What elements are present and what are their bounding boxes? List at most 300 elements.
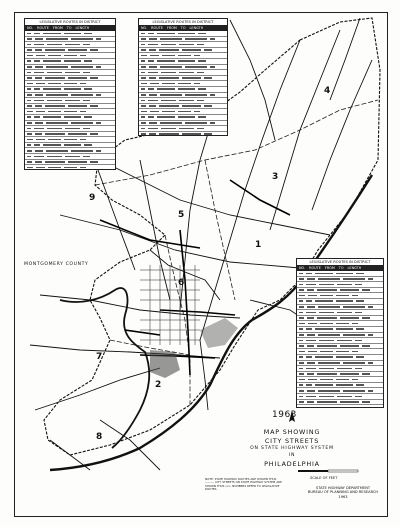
table-cell	[48, 139, 61, 141]
schuylkill-river	[60, 288, 149, 448]
table-cell	[307, 390, 315, 392]
marsh-area	[150, 350, 180, 378]
table-cell	[319, 368, 334, 370]
table-cell	[308, 407, 317, 408]
table-cell	[46, 66, 68, 68]
table-cell	[27, 83, 33, 85]
table-cell	[178, 88, 196, 90]
table-cell	[96, 150, 101, 152]
table-cell	[43, 88, 61, 90]
table-cell	[160, 66, 182, 68]
table-cell	[148, 72, 158, 74]
table-cell	[307, 401, 314, 403]
table-cell	[299, 289, 304, 291]
table-cell	[64, 144, 82, 146]
table-cell	[210, 94, 215, 96]
table-cell	[178, 60, 196, 62]
table-cell	[162, 111, 175, 113]
table-cell	[198, 116, 205, 118]
table-rows	[297, 271, 383, 408]
table-cell	[27, 122, 32, 124]
table-cell	[141, 128, 145, 130]
table-cell	[96, 66, 101, 68]
table-cell	[343, 278, 365, 280]
table-cell	[90, 77, 98, 79]
table-cell	[141, 100, 145, 102]
table-cell	[318, 390, 340, 392]
table-cell	[337, 312, 352, 314]
table-cell	[340, 345, 360, 347]
table-cell	[198, 88, 205, 90]
table-cell	[368, 306, 373, 308]
table-cell	[317, 345, 337, 347]
district-label: 3	[272, 172, 279, 182]
table-cell	[65, 44, 80, 46]
table-cell	[319, 340, 334, 342]
district-label: 4	[324, 86, 331, 96]
table-cell	[27, 88, 31, 90]
table-cell	[27, 44, 31, 46]
table-cell	[141, 77, 146, 79]
table-cell	[194, 111, 200, 113]
table-cell	[68, 77, 88, 79]
table-cell	[141, 72, 145, 74]
table-cell	[80, 83, 86, 85]
table-cell	[352, 323, 358, 325]
scale-note: SCALE OF FEET	[310, 476, 338, 480]
table-cell	[71, 122, 93, 124]
table-cell	[355, 312, 361, 314]
table-cell	[27, 133, 32, 135]
table-cell	[34, 156, 44, 158]
table-cell	[185, 38, 207, 40]
table-cell	[68, 49, 88, 51]
table-cell	[320, 295, 333, 297]
table-cell	[197, 128, 203, 130]
table-cell	[182, 77, 202, 79]
table-cell	[45, 133, 65, 135]
table-cell	[34, 100, 44, 102]
title-block-line: STATE HIGHWAY DEPARTMENT	[315, 486, 371, 490]
table-cell	[141, 49, 146, 51]
table-cell	[160, 94, 182, 96]
table-cell	[68, 105, 88, 107]
table-cell	[46, 150, 68, 152]
table-cell	[27, 100, 31, 102]
table-cell	[185, 122, 207, 124]
table-cell	[343, 362, 365, 364]
table-cell	[68, 161, 88, 163]
table-cell	[46, 38, 68, 40]
table-cell	[149, 66, 157, 68]
table-cell	[64, 139, 77, 141]
table-cell	[27, 72, 31, 74]
table-cell	[336, 328, 354, 330]
title-block-line: 1963	[338, 494, 348, 499]
table-cell	[27, 167, 33, 169]
table-cell	[34, 33, 40, 35]
table-cell	[64, 33, 82, 35]
table-cell	[47, 100, 62, 102]
table-cell	[149, 122, 157, 124]
table-cell	[299, 390, 304, 392]
table-cell	[83, 100, 89, 102]
route-table-right	[296, 258, 384, 408]
table-header: NO. ROUTE FROM TO LENGTH	[25, 26, 115, 31]
table-cell	[299, 401, 304, 403]
table-cell	[299, 273, 303, 275]
table-cell	[149, 49, 156, 51]
table-cell	[306, 273, 312, 275]
table-cell	[197, 100, 203, 102]
table-cell	[315, 356, 333, 358]
table-cell	[96, 122, 101, 124]
table-cell	[90, 161, 98, 163]
table-cell	[27, 33, 31, 35]
table-cell	[27, 128, 31, 130]
table-cell	[299, 379, 305, 381]
district-label: 9	[89, 193, 96, 203]
table-cell	[35, 66, 43, 68]
table-cell	[35, 49, 42, 51]
table-cell	[362, 289, 370, 291]
table-cell	[27, 139, 33, 141]
table-cell	[336, 300, 354, 302]
table-cell	[36, 139, 45, 141]
table-cell	[149, 38, 157, 40]
table-cell	[80, 167, 86, 169]
table-cell	[340, 289, 360, 291]
table-cell	[318, 306, 340, 308]
table-rows	[139, 31, 227, 136]
table-cell	[43, 60, 61, 62]
table-cell	[307, 373, 314, 375]
table-cell	[141, 88, 145, 90]
table-cell	[306, 368, 316, 370]
table-cell	[315, 273, 333, 275]
table-cell	[47, 44, 62, 46]
table-cell	[306, 300, 312, 302]
table-cell	[318, 362, 340, 364]
table-cell	[159, 105, 179, 107]
table-cell	[343, 390, 365, 392]
table-cell	[340, 317, 360, 319]
table-cell	[299, 384, 303, 386]
table-cell	[162, 55, 175, 57]
table-cell	[355, 284, 361, 286]
table-row	[139, 132, 227, 136]
table-cell	[48, 167, 61, 169]
table-cell	[64, 88, 82, 90]
table-header: NO. ROUTE FROM TO LENGTH	[139, 26, 227, 31]
table-cell	[318, 278, 340, 280]
table-cell	[90, 105, 98, 107]
title-line-5: PHILADELPHIA	[264, 460, 320, 468]
table-cell	[141, 94, 146, 96]
table-cell	[159, 133, 179, 135]
table-cell	[340, 373, 360, 375]
table-cell	[315, 384, 333, 386]
table-cell	[161, 128, 176, 130]
table-cell	[83, 72, 89, 74]
table-cell	[356, 356, 363, 358]
table-cell	[149, 77, 156, 79]
table-cell	[64, 111, 77, 113]
table-cell	[149, 105, 156, 107]
table-cell	[355, 396, 361, 398]
scale-bar	[298, 470, 358, 472]
table-cell	[64, 55, 77, 57]
table-cell	[320, 379, 333, 381]
table-cell	[299, 373, 304, 375]
table-cell	[35, 38, 43, 40]
table-cell	[306, 312, 316, 314]
district-label: 2	[155, 380, 162, 390]
title-line-2: CITY STREETS	[264, 437, 320, 445]
table-cell	[194, 55, 200, 57]
table-cell	[317, 401, 337, 403]
table-cell	[148, 60, 154, 62]
table-cell	[27, 77, 32, 79]
table-cell	[352, 351, 358, 353]
table-cell	[307, 334, 315, 336]
table-cell	[45, 77, 65, 79]
table-cell	[198, 33, 205, 35]
table-cell	[45, 49, 65, 51]
table-cell	[35, 77, 42, 79]
title-block-line: BUREAU OF PLANNING AND RESEARCH	[307, 490, 379, 495]
table-cell	[46, 122, 68, 124]
table-cell	[36, 83, 45, 85]
table-cell	[148, 44, 158, 46]
table-cell	[83, 128, 89, 130]
table-cell	[299, 328, 303, 330]
route-table-top-center	[138, 18, 228, 136]
district-label: 1	[255, 240, 262, 250]
table-cell	[317, 289, 337, 291]
title-line-1: MAP SHOWING	[263, 428, 321, 436]
table-cell	[160, 38, 182, 40]
table-cell	[161, 44, 176, 46]
table-cell	[368, 362, 373, 364]
table-cell	[185, 94, 207, 96]
district-label: 8	[96, 432, 103, 442]
table-cell	[150, 83, 159, 85]
table-cell	[148, 33, 154, 35]
table-cell	[157, 33, 175, 35]
table-cell	[179, 72, 194, 74]
table-cell	[179, 100, 194, 102]
table-cell	[317, 317, 337, 319]
table-cell	[352, 379, 358, 381]
table-cell	[35, 105, 42, 107]
table-cell	[65, 128, 80, 130]
map-year: 1963	[272, 410, 297, 420]
table-cell	[178, 83, 191, 85]
title-line-3: ON STATE HIGHWAY SYSTEM	[250, 446, 334, 451]
district-label: 7	[96, 352, 103, 362]
table-cell	[336, 273, 354, 275]
table-cell	[35, 133, 42, 135]
table-cell	[337, 284, 352, 286]
table-cell	[27, 49, 32, 51]
table-cell	[27, 116, 31, 118]
table-cell	[337, 340, 352, 342]
table-cell	[83, 44, 89, 46]
table-cell	[47, 72, 62, 74]
table-cell	[141, 44, 145, 46]
title-line-4: IN	[288, 453, 296, 458]
table-cell	[65, 72, 80, 74]
table-cell	[148, 100, 158, 102]
table-cell	[179, 44, 194, 46]
table-cell	[45, 105, 65, 107]
table-cell	[157, 116, 175, 118]
table-cell	[36, 111, 45, 113]
table-cell	[315, 328, 333, 330]
table-cell	[65, 100, 80, 102]
table-cell	[198, 60, 205, 62]
table-cell	[182, 133, 202, 135]
table-cell	[197, 72, 203, 74]
table-cell	[141, 133, 146, 135]
table-cell	[368, 390, 373, 392]
table-cell	[96, 38, 101, 40]
table-cell	[27, 38, 32, 40]
table-cell	[362, 317, 370, 319]
table-cell	[65, 156, 80, 158]
table-cell	[141, 116, 145, 118]
table-cell	[307, 306, 315, 308]
table-cell	[337, 396, 352, 398]
table-cell	[150, 55, 159, 57]
district-label: 5	[178, 210, 185, 220]
table-cell	[319, 312, 334, 314]
table-cell	[43, 33, 61, 35]
table-cell	[299, 407, 305, 408]
table-cell	[141, 38, 146, 40]
table-cell	[27, 60, 31, 62]
table-cell	[306, 384, 312, 386]
table-cell	[35, 94, 43, 96]
table-cell	[307, 362, 315, 364]
table-cell	[84, 144, 91, 146]
table-cell	[356, 300, 363, 302]
table-cell	[149, 133, 156, 135]
table-cell	[159, 49, 179, 51]
table-cell	[84, 60, 91, 62]
table-cell	[210, 122, 215, 124]
table-cell	[336, 379, 349, 381]
table-cell	[71, 38, 93, 40]
table-cell	[64, 60, 82, 62]
table-cell	[90, 133, 98, 135]
table-cell	[179, 128, 194, 130]
map-notes: NOTE: STATE HIGHWAY ROUTES ARE SHOWN THUS ———. CITY STREETS ON STATE HIGHWAY SYSTEM ARE SHOWN THUS ═══. NUMBERS REFER TO LEGISLATIVE ROUTES.	[205, 477, 282, 492]
table-cell	[80, 55, 86, 57]
table-cell	[320, 351, 333, 353]
table-cell	[340, 401, 360, 403]
table-cell	[148, 116, 154, 118]
table-cell	[150, 111, 159, 113]
table-cell	[204, 105, 212, 107]
table-cell	[307, 345, 314, 347]
table-cell	[336, 295, 349, 297]
table-cell	[34, 72, 44, 74]
table-cell	[34, 128, 44, 130]
route-table-left	[24, 18, 116, 170]
table-cell	[27, 105, 32, 107]
table-cell	[299, 356, 303, 358]
table-cell	[48, 83, 61, 85]
table-cell	[336, 384, 354, 386]
table-cell	[320, 323, 333, 325]
table-cell	[141, 60, 145, 62]
table-cell	[27, 66, 32, 68]
table-title: LEGISLATIVE ROUTES IN DISTRICT	[139, 19, 227, 26]
table-cell	[34, 60, 40, 62]
table-cell	[185, 66, 207, 68]
table-cell	[141, 122, 146, 124]
table-cell	[71, 94, 93, 96]
table-header: NO. ROUTE FROM TO LENGTH	[297, 266, 383, 271]
table-cell	[337, 368, 352, 370]
table-cell	[299, 306, 304, 308]
table-cell	[83, 156, 89, 158]
table-cell	[45, 161, 65, 163]
table-cell	[356, 273, 363, 275]
table-cell	[368, 334, 373, 336]
table-cell	[299, 300, 303, 302]
table-cell	[80, 139, 86, 141]
table-cell	[306, 356, 312, 358]
table-cell	[68, 133, 88, 135]
table-cell	[27, 55, 33, 57]
table-cell	[336, 356, 354, 358]
table-cell	[299, 340, 303, 342]
table-cell	[141, 111, 147, 113]
table-cell	[34, 44, 44, 46]
table-cell	[336, 407, 349, 408]
table-cell	[299, 284, 303, 286]
table-cell	[48, 55, 61, 57]
table-cell	[80, 111, 86, 113]
table-cell	[355, 368, 361, 370]
table-cell	[299, 345, 304, 347]
table-cell	[34, 116, 40, 118]
table-cell	[84, 116, 91, 118]
table-cell	[306, 284, 316, 286]
table-cell	[336, 323, 349, 325]
table-cell	[34, 144, 40, 146]
table-cell	[210, 66, 215, 68]
table-cell	[84, 88, 91, 90]
table-cell	[157, 88, 175, 90]
table-cell	[141, 55, 147, 57]
table-cell	[355, 340, 361, 342]
table-cell	[356, 384, 363, 386]
table-cell	[308, 323, 317, 325]
table-row	[25, 165, 115, 170]
table-cell	[319, 396, 334, 398]
table-cell	[84, 33, 91, 35]
table-cell	[159, 77, 179, 79]
table-cell	[306, 328, 312, 330]
table-cell	[148, 88, 154, 90]
table-cell	[35, 161, 42, 163]
table-cell	[36, 167, 45, 169]
table-cell	[352, 295, 358, 297]
